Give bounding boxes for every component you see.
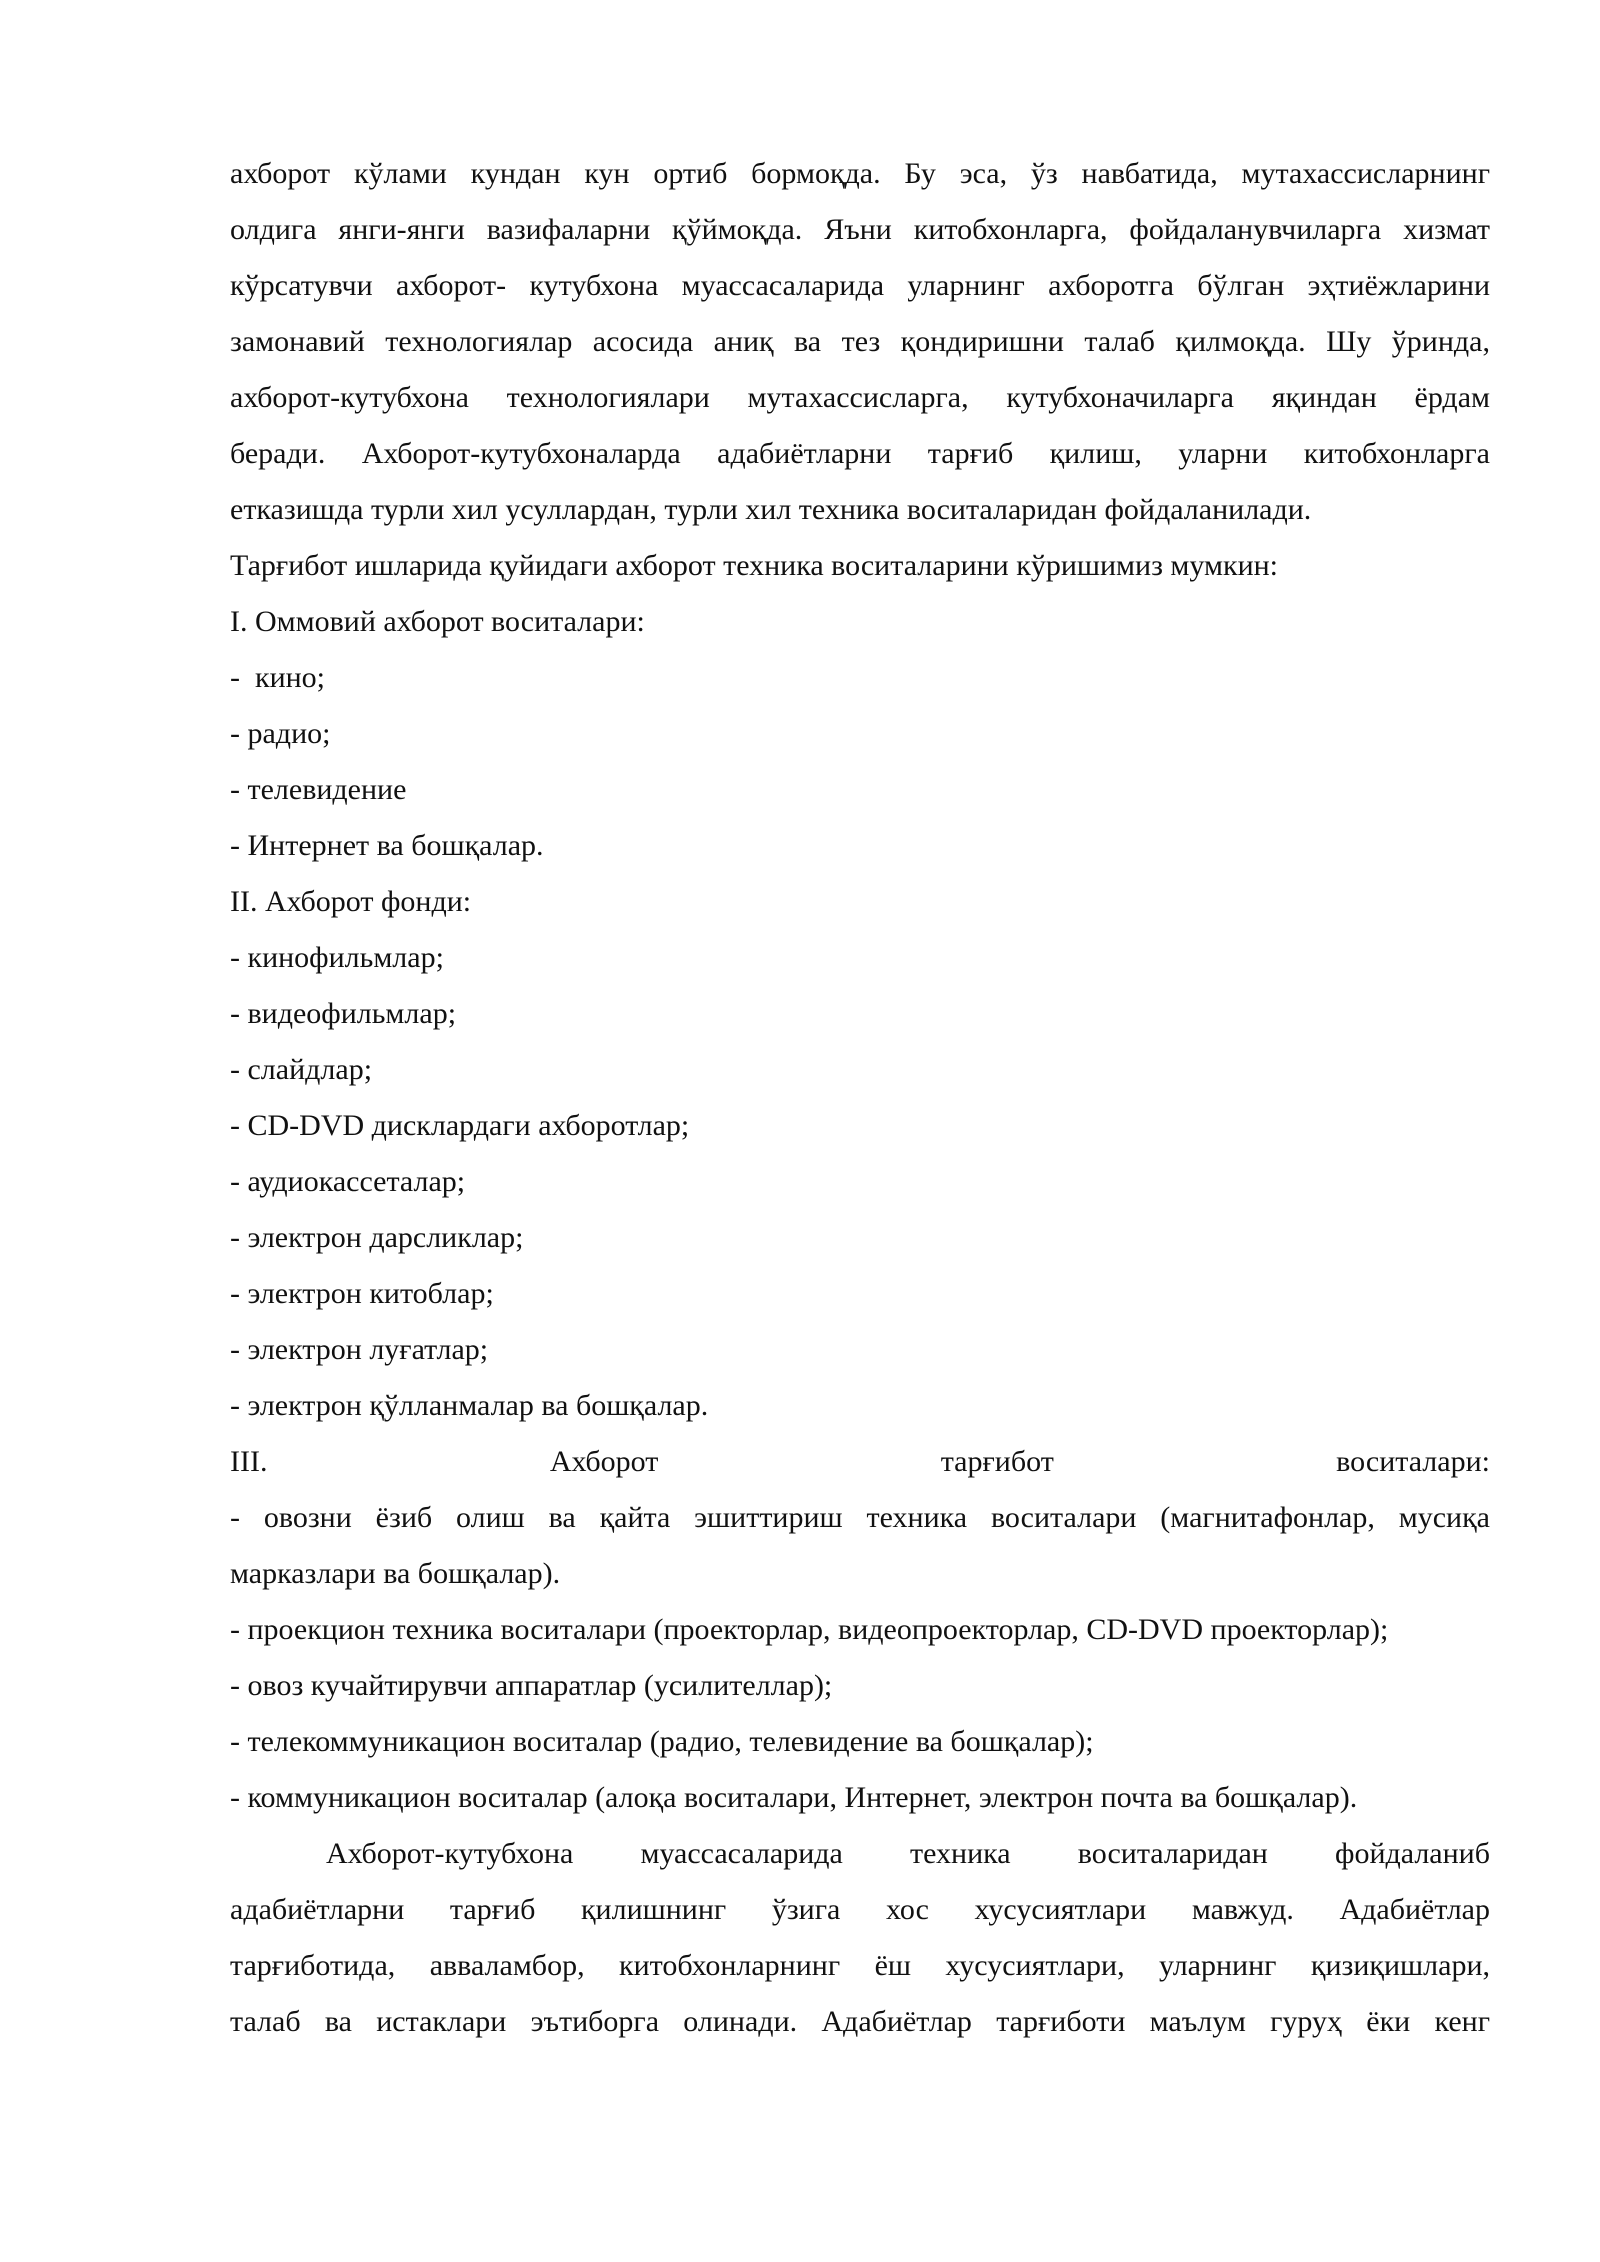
list-item: - электрон қўлланмалар ва бошқалар.: [230, 1389, 709, 1422]
paragraph-2-line: талаб ва истаклари эътиборга олинади. Адабиётлар тарғиботи маълум гуруҳ ёки кенг: [230, 2005, 1490, 2038]
section-3-heading: [230, 1434, 1490, 1490]
list-item-line: марказлари ва бошқалар).: [230, 1557, 561, 1590]
section-2-heading: II. Ахборот фонди:: [230, 885, 472, 918]
intro-line: Тарғибот ишларида қуйидаги ахборот техника воситаларини кўришимиз мумкин:: [230, 549, 1279, 582]
list-item: - электрон дарсликлар;: [230, 1221, 524, 1254]
paragraph-1: [230, 146, 1490, 538]
list-item: - слайдлар;: [230, 1053, 373, 1086]
list-item: - CD-DVD дисклардаги ахборотлар;: [230, 1109, 690, 1142]
section-1-heading: I. Оммовий ахборот воситалари:: [230, 605, 645, 638]
list-item: - кино;: [230, 661, 326, 694]
paragraph-1-line: замонавий технологиялар асосида аниқ ва тез қондиришни талаб қилмоқда. Шу ўринда,: [230, 325, 1490, 358]
paragraph-1-line: ахборот кўлами кундан кун ортиб бормоқда. Бу эса, ўз навбатида, мутахассисларнинг: [230, 157, 1490, 190]
paragraph-2-line: тарғиботида, авваламбор, китобхонларнинг ёш хусусиятлари, уларнинг қизиқишлари,: [230, 1949, 1490, 1982]
section-3-heading-word: Ахборот: [549, 1445, 659, 1478]
list-item: - аудиокассеталар;: [230, 1165, 466, 1198]
list-item: - телекоммуникацион воситалар (радио, телевидение ва бошқалар);: [230, 1725, 1094, 1758]
list-item: - электрон китоблар;: [230, 1277, 494, 1310]
section-3-heading-word: III.: [230, 1445, 268, 1478]
list-item: - овоз кучайтирувчи аппаратлар (усилителлар);: [230, 1669, 833, 1702]
document-page: [230, 146, 1490, 2050]
list-item: - видеофильмлар;: [230, 997, 457, 1030]
paragraph-1-line: беради. Ахборот-кутубхоналарда адабиётларни тарғиб қилиш, уларни китобхонларга: [230, 437, 1490, 470]
list-item: - кинофильмлар;: [230, 941, 444, 974]
section-3-heading-word: воситалари:: [1336, 1445, 1490, 1478]
paragraph-2: [230, 1826, 1490, 2050]
paragraph-2-line: адабиётларни тарғиб қилишнинг ўзига хос хусусиятлари мавжуд. Адабиётлар: [230, 1893, 1490, 1926]
section-3-heading-word: тарғибот: [940, 1445, 1054, 1478]
paragraph-1-line: етказишда турли хил усуллардан, турли хил техника воситаларидан фойдаланилади.: [230, 493, 1312, 526]
list-item: - радио;: [230, 717, 331, 750]
list-item: - Интернет ва бошқалар.: [230, 829, 544, 862]
section-3: [230, 1434, 1490, 1826]
paragraph-2-line: Ахборот-кутубхона муассасаларида техника воситаларидан фойдаланиб: [326, 1837, 1490, 1870]
list-item: - электрон луғатлар;: [230, 1333, 489, 1366]
section-1: [230, 594, 1490, 874]
paragraph-1-line: олдига янги-янги вазифаларни қўймоқда. Яъни китобхонларга, фойдаланувчиларга хизмат: [230, 213, 1490, 246]
paragraph-1-line: кўрсатувчи ахборот- кутубхона муассасаларида уларнинг ахборотга бўлган эҳтиёжларини: [230, 269, 1490, 302]
list-item: - коммуникацион воситалар (алоқа воситалари, Интернет, электрон почта ва бошқалар).: [230, 1781, 1358, 1814]
section-2: [230, 874, 1490, 1434]
list-item-line: - овозни ёзиб олиш ва қайта эшиттириш техника воситалари (магнитафонлар, мусиқа: [230, 1501, 1490, 1534]
list-item: - проекцион техника воситалари (проекторлар, видеопроекторлар, CD-DVD проекторлар);: [230, 1613, 1389, 1646]
paragraph-1-line: ахборот-кутубхона технологиялари мутахассисларга, кутубхоначиларга яқиндан ёрдам: [230, 381, 1490, 414]
list-item: - телевидение: [230, 773, 407, 806]
